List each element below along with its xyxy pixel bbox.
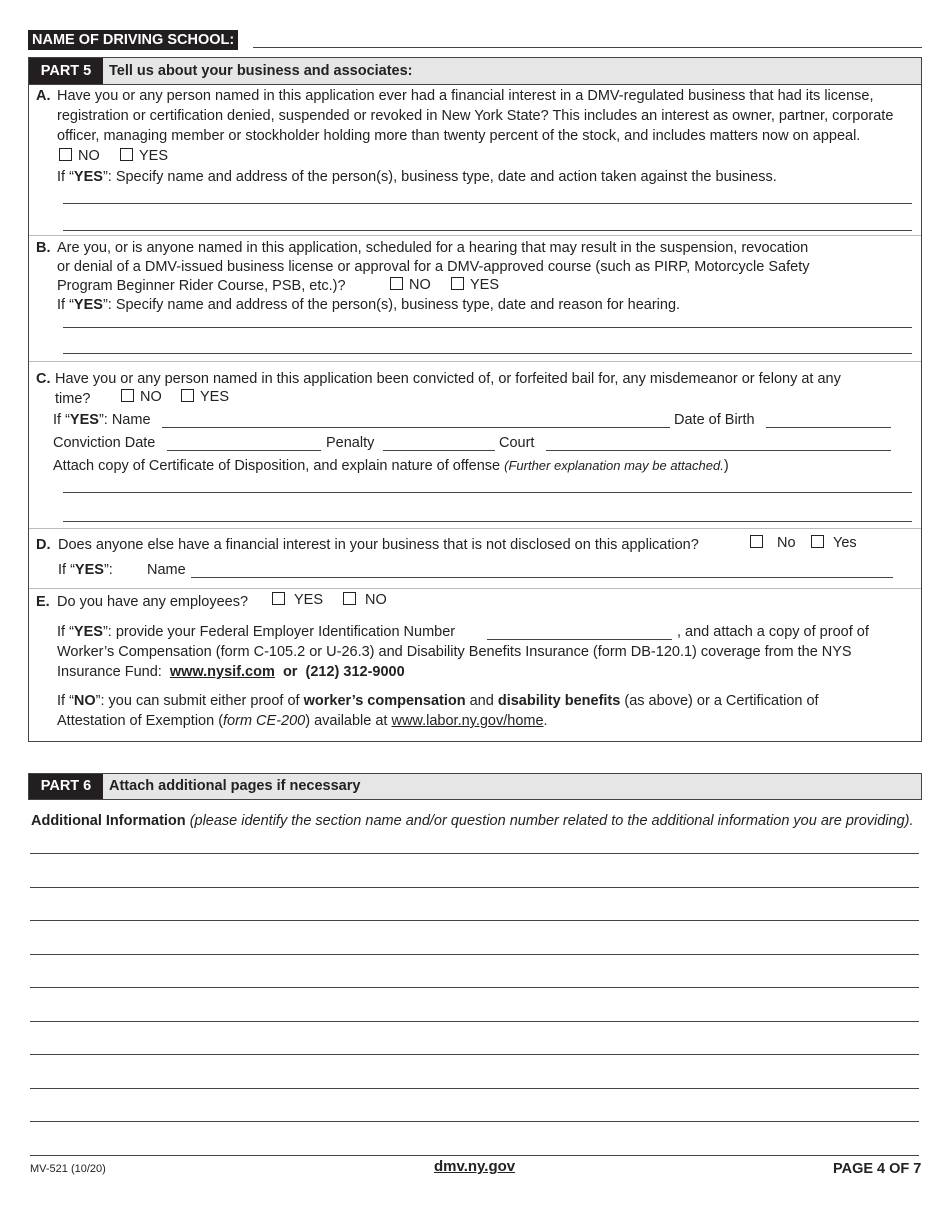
- section-d-if-yes: If “YES”:: [58, 562, 113, 578]
- checkbox-icon[interactable]: [272, 592, 285, 605]
- additional-info-line[interactable]: [30, 954, 919, 955]
- part6-header-box: [28, 773, 922, 800]
- labor-link[interactable]: www.labor.ny.gov/home: [391, 713, 544, 729]
- section-c-attach: Attach copy of Certificate of Disposition, and explain nature of offense (Further explanation may be attached.): [53, 458, 729, 474]
- section-a-yes-option[interactable]: [120, 147, 168, 166]
- additional-info-heading: Additional Information (please identify the section name and/or question number related to the additional information you are providing).: [31, 813, 914, 829]
- additional-info-line[interactable]: [30, 887, 919, 888]
- section-b-line2: or denial of a DMV-issued business license or approval for a DMV-approved course (such as PIRP, Motorcycle Safety: [57, 259, 810, 275]
- form-id: MV-521 (10/20): [30, 1163, 106, 1175]
- additional-info-line[interactable]: [30, 920, 919, 921]
- section-c-name-field[interactable]: [162, 427, 670, 428]
- section-c-court-label: Court: [499, 435, 535, 451]
- section-b-no-option[interactable]: [390, 276, 431, 295]
- section-a-no-label: NO: [78, 148, 100, 164]
- section-e-no-label: NO: [365, 592, 387, 608]
- section-e-letter: E.: [36, 594, 50, 610]
- section-b-answer-line[interactable]: [63, 327, 912, 328]
- part5-header: [29, 58, 921, 85]
- section-b-answer-line[interactable]: [63, 353, 912, 354]
- checkbox-icon[interactable]: [451, 277, 464, 290]
- section-e-yes-label: YES: [294, 592, 324, 608]
- checkbox-icon[interactable]: [343, 592, 356, 605]
- section-a-if-yes: If “YES”: Specify name and address of the person(s), business type, date and action taken against the business.: [57, 169, 777, 185]
- part6-tag: PART 6: [29, 774, 103, 799]
- section-c-penalty-label: Penalty: [326, 435, 375, 451]
- additional-info-line[interactable]: [30, 853, 919, 854]
- additional-info-line[interactable]: [30, 1021, 919, 1022]
- section-e-p1-line3: Insurance Fund: www.nysif.com or (212) 312-9000: [57, 664, 405, 680]
- section-b-yes-option[interactable]: [451, 276, 499, 295]
- section-d-letter: D.: [36, 537, 51, 553]
- section-c-line1: Have you or any person named in this application been convicted of, or forfeited bail for, any misdemeanor or felony at any: [55, 371, 841, 387]
- section-a-answer-line[interactable]: [63, 203, 912, 204]
- additional-info-line[interactable]: [30, 1054, 919, 1055]
- section-a-no-option[interactable]: [59, 147, 100, 166]
- additional-info-line[interactable]: [30, 1155, 919, 1156]
- part6-title: Attach additional pages if necessary: [109, 778, 361, 794]
- section-a-yes-label: YES: [139, 148, 169, 164]
- section-e-p1-line1b: , and attach a copy of proof of: [677, 624, 869, 640]
- section-e-p2-line1: If “NO”: you can submit either proof of worker’s compensation and disability benefits (as above) or a Certification of: [57, 693, 819, 709]
- section-a-line2: registration or certification denied, suspended or revoked in New York State? This includes an interest as owner, partner, corporate: [57, 108, 894, 124]
- additional-info-line[interactable]: [30, 987, 919, 988]
- part5-box: [28, 57, 922, 742]
- section-c-yes-option[interactable]: [181, 388, 229, 407]
- section-b-line3: Program Beginner Rider Course, PSB, etc.)?: [57, 278, 346, 294]
- section-b-letter: B.: [36, 240, 51, 256]
- section-c-line2: time?: [55, 391, 91, 407]
- section-c-court-field[interactable]: [546, 450, 891, 451]
- section-a-letter: A.: [36, 88, 51, 104]
- section-c-no-label: NO: [140, 389, 162, 405]
- section-d: [29, 528, 921, 589]
- part5-title: Tell us about your business and associates:: [109, 63, 413, 79]
- dmv-website-link[interactable]: dmv.ny.gov: [434, 1158, 516, 1175]
- checkbox-icon[interactable]: [59, 148, 72, 161]
- section-c-conviction-label: Conviction Date: [53, 435, 156, 451]
- section-d-no-option[interactable]: [750, 534, 796, 553]
- part6-header: [29, 774, 921, 799]
- section-c-answer-line[interactable]: [63, 492, 912, 493]
- section-c-no-option[interactable]: [121, 388, 162, 407]
- section-e-p1-line1a: If “YES”: provide your Federal Employer Identification Number: [57, 624, 456, 640]
- nysif-link[interactable]: www.nysif.com: [169, 664, 275, 680]
- section-a-answer-line[interactable]: [63, 230, 912, 231]
- section-a: [29, 85, 921, 236]
- checkbox-icon[interactable]: [750, 535, 763, 548]
- section-c-answer-line[interactable]: [63, 521, 912, 522]
- section-b: [29, 235, 921, 362]
- checkbox-icon[interactable]: [390, 277, 403, 290]
- section-a-line3: officer, managing member or stockholder holding more than twenty percent of the stock, and includes matters now on appeal.: [57, 128, 861, 144]
- section-b-yes-label: YES: [470, 277, 500, 293]
- section-b-if-yes: If “YES”: Specify name and address of the person(s), business type, date and reason for hearing.: [57, 297, 681, 313]
- section-b-line1: Are you, or is anyone named in this application, scheduled for a hearing that may result in the suspension, revocation: [57, 240, 809, 256]
- section-e: [29, 588, 921, 742]
- section-d-question: Does anyone else have a financial interest in your business that is not disclosed on this application?: [58, 537, 699, 553]
- section-d-no-label: No: [777, 535, 796, 551]
- checkbox-icon[interactable]: [181, 389, 194, 402]
- section-c-conviction-field[interactable]: [167, 450, 321, 451]
- fein-field[interactable]: [487, 639, 672, 640]
- section-a-line1: Have you or any person named in this application ever had a financial interest in a DMV-regulated business that had its license,: [57, 88, 874, 104]
- checkbox-icon[interactable]: [121, 389, 134, 402]
- section-e-p2-line2: Attestation of Exemption (form CE-200) available at www.labor.ny.gov/home.: [57, 713, 548, 729]
- section-c-if-yes-name: If “YES”: Name: [53, 412, 151, 428]
- section-c: [29, 361, 921, 529]
- additional-info-line[interactable]: [30, 1121, 919, 1122]
- section-d-yes-label: Yes: [833, 535, 857, 551]
- section-d-yes-option[interactable]: [811, 534, 857, 553]
- section-d-name-label: Name: [147, 562, 186, 578]
- section-c-dob-label: Date of Birth: [674, 412, 755, 428]
- additional-info-line[interactable]: [30, 1088, 919, 1089]
- section-e-p1-line2: Worker’s Compensation (form C-105.2 or U-26.3) and Disability Benefits Insurance (form DB-120.1) coverage from the NYS: [57, 644, 852, 660]
- section-c-dob-field[interactable]: [766, 427, 891, 428]
- section-c-letter: C.: [36, 371, 51, 387]
- checkbox-icon[interactable]: [120, 148, 133, 161]
- page-number: PAGE 4 OF 7: [833, 1161, 922, 1177]
- checkbox-icon[interactable]: [811, 535, 824, 548]
- section-e-no-option[interactable]: [343, 591, 387, 610]
- section-c-yes-label: YES: [200, 389, 230, 405]
- driving-school-label: NAME OF DRIVING SCHOOL:: [28, 30, 238, 50]
- section-e-question: Do you have any employees?: [57, 594, 249, 610]
- section-b-no-label: NO: [409, 277, 431, 293]
- section-d-name-field[interactable]: [191, 577, 893, 578]
- driving-school-name-field[interactable]: [253, 47, 922, 48]
- part5-tag: PART 5: [29, 58, 103, 84]
- section-c-penalty-field[interactable]: [383, 450, 495, 451]
- section-e-yes-option[interactable]: [272, 591, 323, 610]
